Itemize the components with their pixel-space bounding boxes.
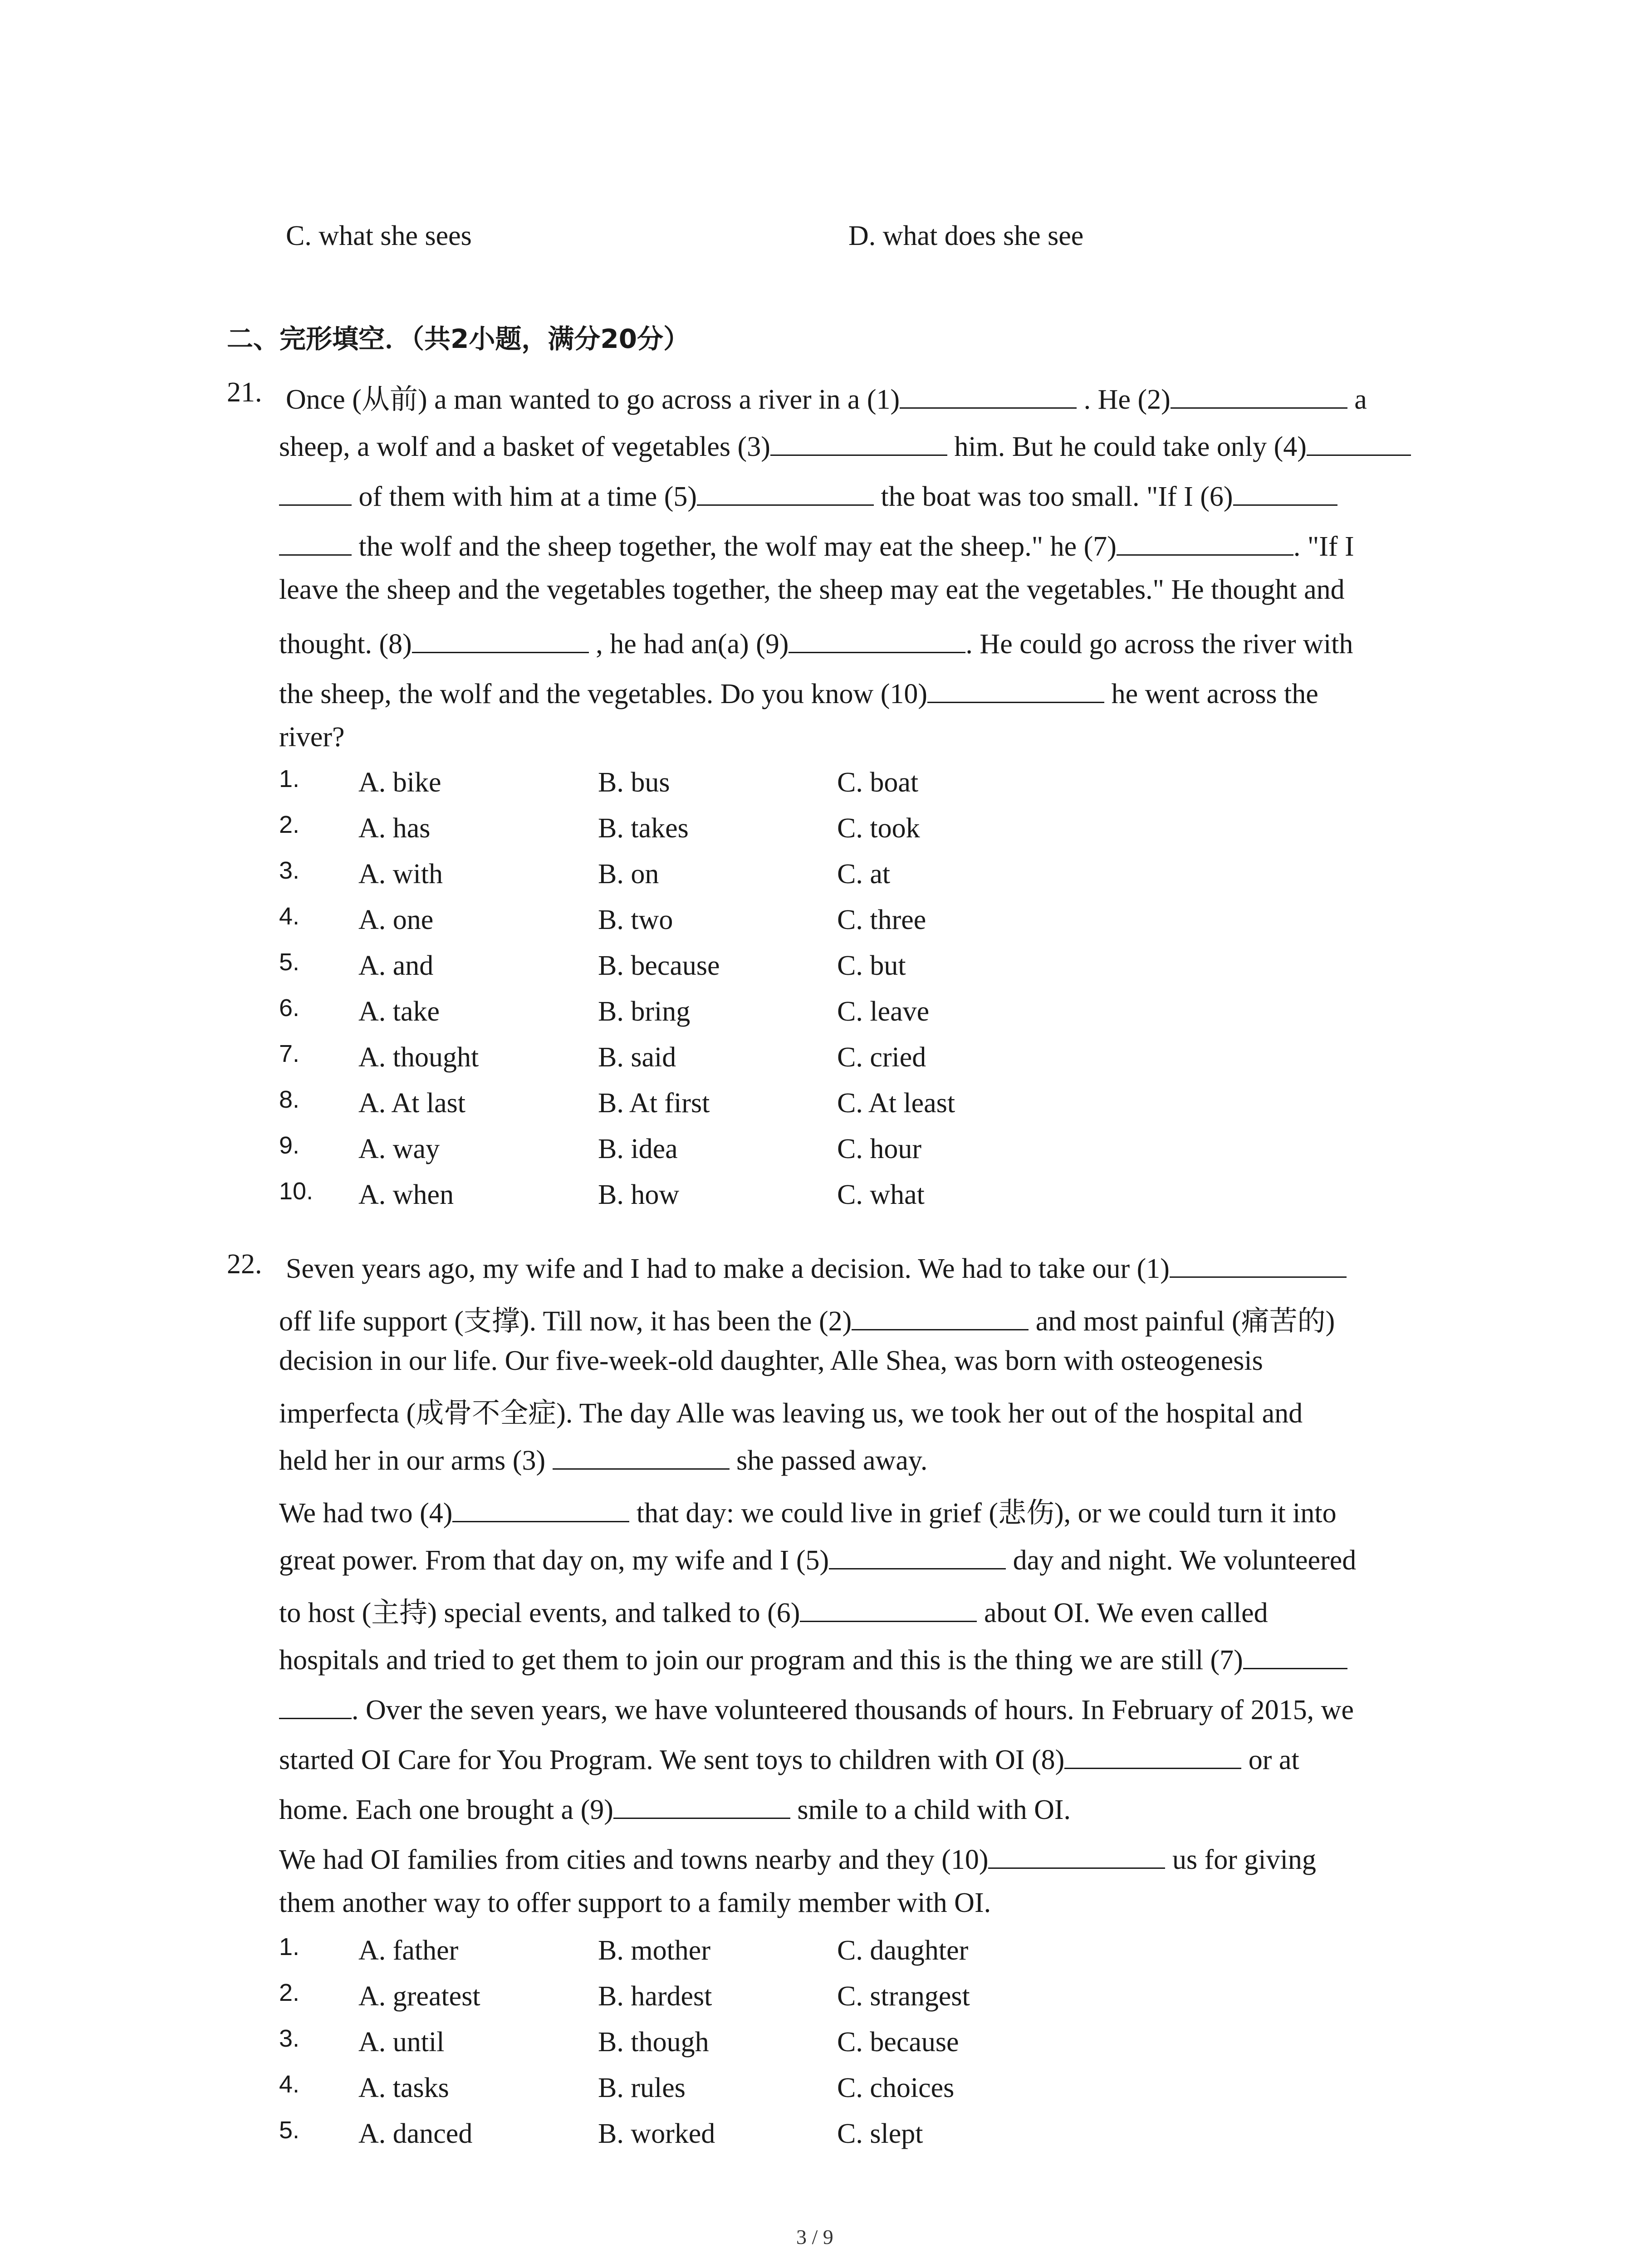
- passage-line: [286, 1248, 1347, 1285]
- answer-blank[interactable]: [279, 1690, 352, 1719]
- question-21-number: 21.: [227, 377, 262, 408]
- answer-blank[interactable]: [279, 526, 352, 556]
- option-a[interactable]: A. one: [358, 904, 434, 935]
- answer-blank[interactable]: [1171, 379, 1347, 409]
- answer-blank[interactable]: [553, 1440, 730, 1470]
- passage-line: [279, 526, 1354, 563]
- option-a[interactable]: A. and: [358, 950, 434, 981]
- option-c[interactable]: C. but: [837, 950, 906, 981]
- answer-blank[interactable]: [789, 624, 965, 653]
- option-c[interactable]: C. because: [837, 2027, 959, 2058]
- option-c[interactable]: C. slept: [837, 2118, 923, 2149]
- option-number: 4.: [279, 2071, 300, 2098]
- passage-line: [279, 1440, 927, 1477]
- option-number: 2.: [279, 811, 300, 838]
- option-number: 8.: [279, 1086, 300, 1113]
- answer-blank[interactable]: [1117, 526, 1293, 556]
- passage-text: . Over the seven years, we have volunteered thousands of hours. In February of 2015, we: [352, 1695, 1354, 1725]
- option-c[interactable]: C. daughter: [837, 1935, 969, 1966]
- option-number: 5.: [279, 948, 300, 976]
- passage-line: [279, 476, 1337, 513]
- option-b[interactable]: B. rules: [598, 2072, 686, 2103]
- option-b[interactable]: B. though: [598, 2027, 709, 2058]
- passage-line: [279, 1690, 1354, 1726]
- passage-text: We had two (4): [279, 1498, 453, 1529]
- passage-text: Seven years ago, my wife and I had to make a decision. We had to take our (1): [286, 1253, 1170, 1284]
- option-c-top: C. what she sees: [286, 220, 472, 251]
- passage-line: [279, 1298, 1335, 1339]
- passage-text: she passed away.: [729, 1445, 928, 1476]
- option-c[interactable]: C. strangest: [837, 1981, 970, 2012]
- option-c[interactable]: C. took: [837, 813, 920, 844]
- passage-text: that day: we could live in grief (悲伤), or we could turn it into: [629, 1498, 1337, 1529]
- option-a[interactable]: A. take: [358, 996, 440, 1027]
- option-number: 3.: [279, 857, 300, 884]
- passage-text: hospitals and tried to get them to join our program and this is the thing we are still (7): [279, 1645, 1243, 1676]
- passage-line: [279, 426, 1411, 463]
- passage-text: We had OI families from cities and towns nearby and they (10): [279, 1844, 989, 1875]
- answer-blank[interactable]: [1170, 1248, 1347, 1278]
- passage-text: leave the sheep and the vegetables together, the sheep may eat the vegetables." He thought and: [279, 574, 1345, 605]
- option-b[interactable]: B. hardest: [598, 1981, 712, 2012]
- option-c[interactable]: C. choices: [837, 2072, 955, 2103]
- passage-line: [279, 1345, 1263, 1377]
- answer-blank[interactable]: [1307, 426, 1411, 456]
- answer-blank[interactable]: [1233, 476, 1337, 506]
- passage-text: thought. (8): [279, 629, 412, 660]
- answer-blank[interactable]: [613, 1789, 790, 1819]
- passage-text: held her in our arms (3): [279, 1445, 553, 1476]
- option-a[interactable]: A. At last: [358, 1088, 465, 1119]
- passage-text: , he had an(a) (9): [588, 629, 789, 660]
- passage-line: [279, 1839, 1316, 1876]
- option-a[interactable]: A. bike: [358, 767, 441, 798]
- passage-line: [279, 574, 1345, 606]
- answer-blank[interactable]: [279, 476, 352, 506]
- passage-text: or at: [1241, 1745, 1299, 1775]
- passage-line: [279, 1390, 1303, 1431]
- option-number: 1.: [279, 1933, 300, 1960]
- option-a[interactable]: A. way: [358, 1134, 440, 1164]
- answer-blank[interactable]: [770, 426, 947, 456]
- option-number: 1.: [279, 765, 300, 792]
- section-heading: 二、完形填空．（共2小题，满分20分）: [227, 323, 690, 354]
- option-b[interactable]: B. two: [598, 904, 673, 935]
- passage-line: [279, 1789, 1071, 1826]
- option-c[interactable]: C. cried: [837, 1042, 926, 1073]
- option-c[interactable]: C. leave: [837, 996, 930, 1027]
- option-d-top: D. what does she see: [848, 220, 1084, 251]
- passage-text: home. Each one brought a (9): [279, 1794, 613, 1825]
- option-a[interactable]: A. father: [358, 1935, 459, 1966]
- passage-text: the boat was too small. "If I (6): [874, 481, 1233, 512]
- option-number: 6.: [279, 994, 300, 1022]
- option-b[interactable]: B. because: [598, 950, 720, 981]
- passage-text: him. But he could take only (4): [947, 431, 1307, 462]
- option-c[interactable]: C. at: [837, 859, 891, 890]
- option-b[interactable]: B. idea: [598, 1134, 678, 1164]
- option-c[interactable]: C. hour: [837, 1134, 921, 1164]
- option-number: 9.: [279, 1132, 300, 1159]
- option-b[interactable]: B. said: [598, 1042, 676, 1073]
- question-22-number: 22.: [227, 1249, 262, 1280]
- passage-text: day and night. We volunteered: [1006, 1545, 1357, 1576]
- passage-line: [279, 624, 1353, 660]
- option-a[interactable]: A. when: [358, 1179, 454, 1210]
- option-a[interactable]: A. tasks: [358, 2072, 449, 2103]
- passage-line: [279, 1490, 1337, 1530]
- answer-blank[interactable]: [697, 476, 874, 506]
- answer-blank[interactable]: [829, 1540, 1006, 1569]
- passage-text: . "If I: [1293, 531, 1354, 562]
- option-a[interactable]: A. until: [358, 2027, 445, 2058]
- answer-blank[interactable]: [1064, 1740, 1241, 1769]
- passage-text: and most painful (痛苦的): [1029, 1306, 1335, 1337]
- passage-line: [286, 376, 1367, 417]
- answer-blank[interactable]: [988, 1839, 1165, 1869]
- passage-text: . He could go across the river with: [965, 629, 1353, 660]
- option-number: 5.: [279, 2116, 300, 2144]
- option-b[interactable]: B. worked: [598, 2118, 715, 2149]
- passage-text: a: [1347, 384, 1367, 415]
- option-c[interactable]: C. what: [837, 1179, 925, 1210]
- answer-blank[interactable]: [1243, 1640, 1347, 1669]
- passage-line: [279, 1640, 1347, 1677]
- passage-text: the sheep, the wolf and the vegetables. Do you know (10): [279, 679, 928, 709]
- passage-text: sheep, a wolf and a basket of vegetables (3): [279, 431, 770, 462]
- passage-text: started OI Care for You Program. We sent toys to children with OI (8): [279, 1745, 1065, 1775]
- option-b[interactable]: B. bus: [598, 767, 670, 798]
- passage-text: off life support (支撑). Till now, it has been the (2): [279, 1306, 852, 1337]
- option-b[interactable]: B. takes: [598, 813, 689, 844]
- option-c[interactable]: C. At least: [837, 1088, 955, 1119]
- passage-text: Once (从前) a man wanted to go across a river in a (1): [286, 384, 900, 415]
- option-a[interactable]: A. with: [358, 859, 443, 890]
- passage-text: imperfecta (成骨不全症). The day Alle was leaving us, we took her out of the hospital and: [279, 1398, 1303, 1429]
- option-number: 10.: [279, 1178, 314, 1205]
- option-a[interactable]: A. danced: [358, 2118, 473, 2149]
- option-b[interactable]: B. bring: [598, 996, 691, 1027]
- passage-text: he went across the: [1104, 679, 1318, 709]
- option-a[interactable]: A. greatest: [358, 1981, 480, 2012]
- option-b[interactable]: B. At first: [598, 1088, 710, 1119]
- passage-text: to host (主持) special events, and talked to (6): [279, 1598, 800, 1628]
- passage-line: [279, 1540, 1356, 1577]
- option-b[interactable]: B. how: [598, 1179, 680, 1210]
- passage-line: [279, 1590, 1268, 1630]
- answer-blank[interactable]: [800, 1593, 977, 1622]
- answer-blank[interactable]: [412, 624, 589, 653]
- passage-text: them another way to offer support to a family member with OI.: [279, 1887, 991, 1918]
- option-a[interactable]: A. has: [358, 813, 431, 844]
- option-number: 3.: [279, 2025, 300, 2052]
- option-number: 7.: [279, 1040, 300, 1067]
- passage-line: [279, 721, 345, 753]
- option-c[interactable]: C. boat: [837, 767, 919, 798]
- answer-blank[interactable]: [900, 379, 1077, 409]
- option-b[interactable]: B. on: [598, 859, 659, 890]
- option-c[interactable]: C. three: [837, 904, 926, 935]
- passage-line: [279, 1740, 1299, 1776]
- option-b[interactable]: B. mother: [598, 1935, 710, 1966]
- passage-text: . He (2): [1077, 384, 1171, 415]
- passage-text: us for giving: [1165, 1844, 1316, 1875]
- passage-text: great power. From that day on, my wife and I (5): [279, 1545, 829, 1576]
- passage-text: of them with him at a time (5): [352, 481, 697, 512]
- passage-text: decision in our life. Our five-week-old daughter, Alle Shea, was born with osteogenesis: [279, 1345, 1263, 1376]
- passage-text: river?: [279, 722, 345, 753]
- passage-line: [279, 1887, 991, 1919]
- passage-text: smile to a child with OI.: [790, 1794, 1071, 1825]
- option-a[interactable]: A. thought: [358, 1042, 479, 1073]
- answer-blank[interactable]: [852, 1301, 1029, 1330]
- passage-line: [279, 674, 1318, 710]
- answer-blank[interactable]: [927, 674, 1104, 703]
- page-number: 3 / 9: [796, 2225, 833, 2248]
- option-number: 2.: [279, 1979, 300, 2006]
- answer-blank[interactable]: [452, 1493, 629, 1522]
- option-number: 4.: [279, 903, 300, 930]
- passage-text: the wolf and the sheep together, the wolf may eat the sheep." he (7): [352, 531, 1117, 562]
- passage-text: about OI. We even called: [977, 1598, 1268, 1628]
